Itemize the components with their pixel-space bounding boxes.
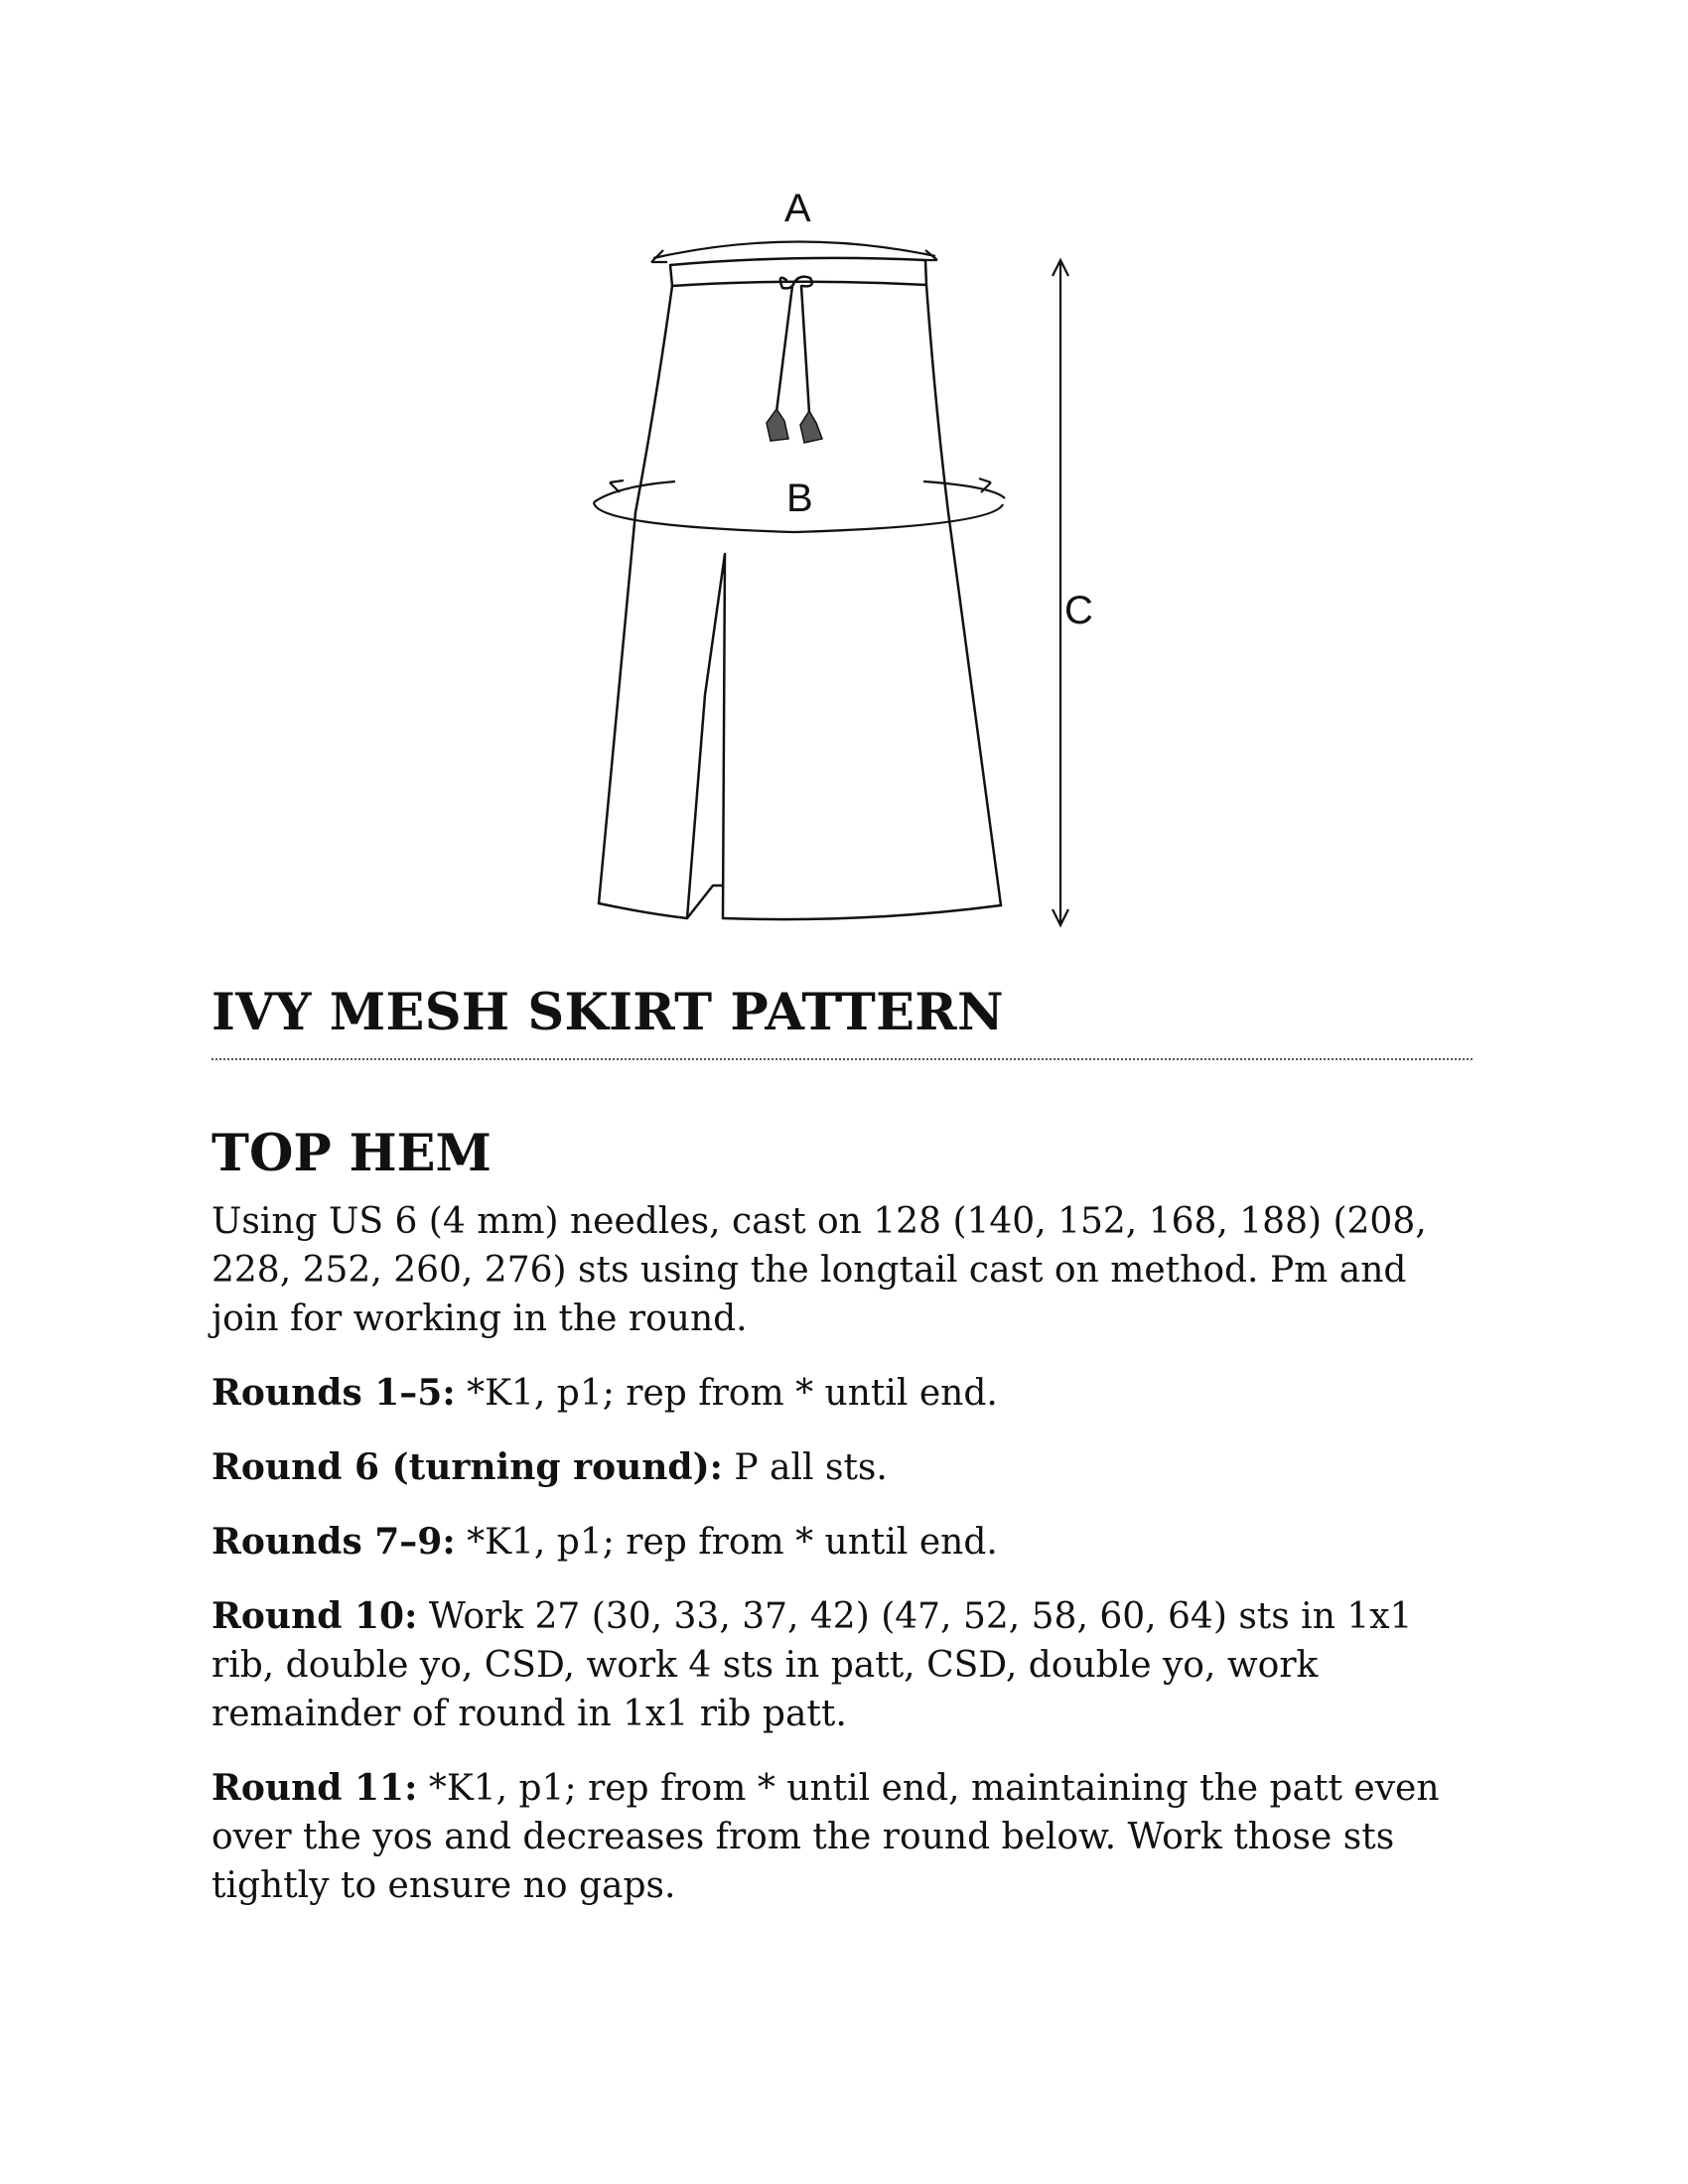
round-text: *K1, p1; rep from * until end. — [455, 1373, 998, 1414]
pattern-content — [211, 983, 1473, 1936]
tassel-icons — [767, 409, 822, 443]
section-intro: Using US 6 (4 mm) needles, cast on 128 (140, 152, 168, 188) (208, 228, 252, 260, 276) sts using the longtail cast on method. Pm and join for working in the round. — [211, 1201, 1427, 1339]
skirt-schematic — [556, 179, 1093, 933]
round-text: *K1, p1; rep from * until end. — [455, 1522, 998, 1563]
skirt-left-side — [599, 286, 672, 903]
round-instruction — [211, 1443, 1473, 1492]
skirt-slit — [687, 554, 725, 918]
round-instruction — [211, 1764, 1473, 1910]
round-label: Round 10: — [211, 1595, 418, 1637]
round-text: P all sts. — [722, 1447, 888, 1488]
label-a: A — [784, 187, 811, 230]
drawstring — [776, 286, 809, 413]
skirt-right-side — [926, 285, 1001, 905]
label-b: B — [786, 477, 813, 520]
label-c: C — [1064, 589, 1093, 632]
skirt-hem-right — [723, 905, 1001, 919]
document-title: IVY MESH SKIRT PATTERN — [211, 983, 1004, 1042]
skirt-waistband — [670, 258, 926, 286]
round-label: Round 11: — [211, 1767, 418, 1809]
round-instruction — [211, 1592, 1473, 1738]
round-text: Work 27 (30, 33, 37, 42) (47, 52, 58, 60, 64) sts in 1x1 rib, double yo, CSD, work 4 sts in patt, CSD, double yo, work remainder of round in 1x1 rib patt. — [211, 1596, 1413, 1734]
round-label: Rounds 7–9: — [211, 1521, 456, 1563]
round-instruction — [211, 1518, 1473, 1567]
dotted-divider — [211, 1058, 1473, 1060]
round-label: Rounds 1–5: — [211, 1372, 456, 1414]
skirt-hem-left — [599, 886, 723, 918]
round-text: *K1, p1; rep from * until end, maintaining the patt even over the yos and decreases from the round below. Work those sts tightly to ensure no gaps. — [211, 1768, 1440, 1906]
round-instruction — [211, 1369, 1473, 1418]
section-title: TOP HEM — [211, 1124, 492, 1183]
round-label: Round 6 (turning round): — [211, 1446, 723, 1488]
measure-a-arrow — [653, 241, 935, 258]
